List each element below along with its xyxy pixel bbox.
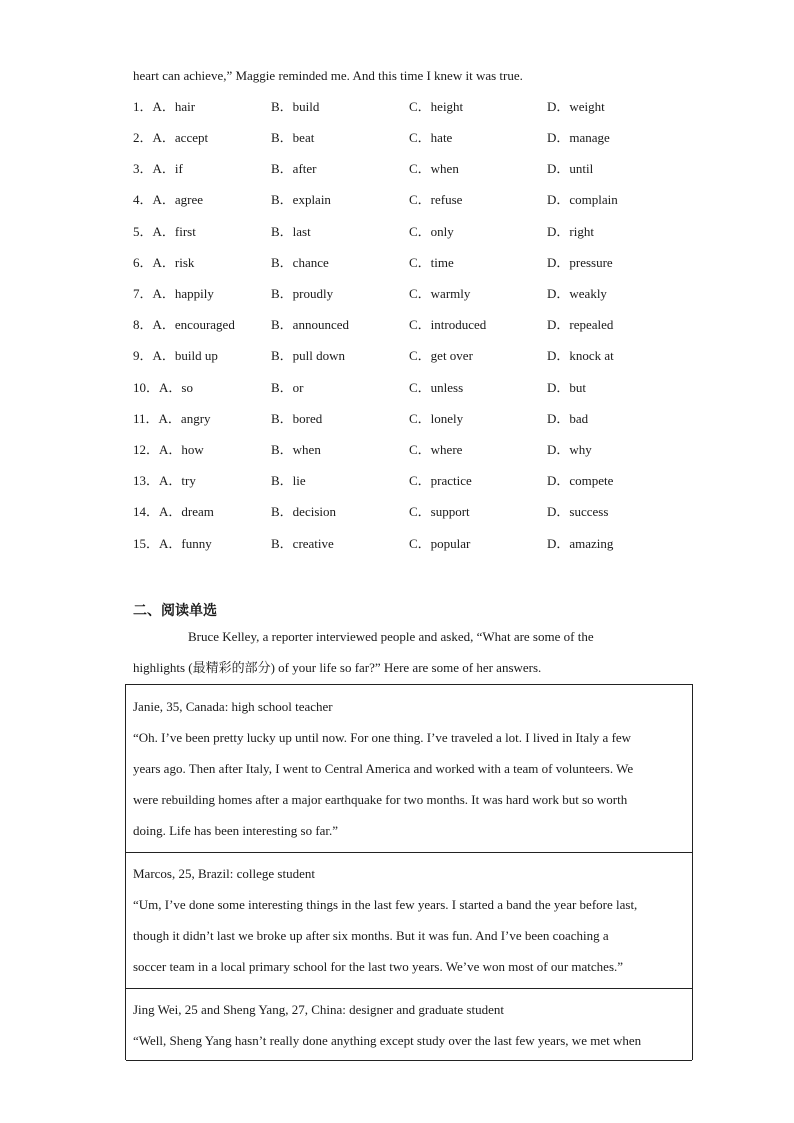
passage-line: Bruce Kelley, a reporter interviewed people and asked, “What are some of the — [188, 629, 594, 644]
answer-line: though it didn’t last we broke up after six months. But it was fun. And I’ve been coaching a — [133, 928, 609, 943]
option-d: D．weight — [547, 99, 605, 114]
option-b: B．build — [271, 99, 320, 114]
option-d: D．compete — [547, 473, 614, 488]
option-b: B．or — [271, 380, 304, 395]
option-d: D．right — [547, 224, 594, 239]
option-a: 3．A．if — [133, 161, 183, 176]
option-a: 8．A．encouraged — [133, 317, 235, 332]
question-row — [133, 99, 693, 115]
option-c: C．only — [409, 224, 454, 239]
option-d: D．manage — [547, 130, 610, 145]
option-c: C．support — [409, 504, 470, 519]
answer-line: years ago. Then after Italy, I went to Central America and worked with a team of volunteers. We — [133, 761, 634, 776]
option-c: C．refuse — [409, 192, 463, 207]
option-b: B．explain — [271, 192, 331, 207]
option-a: 14．A．dream — [133, 504, 214, 519]
option-b: B．lie — [271, 473, 306, 488]
option-c: C．warmly — [409, 286, 471, 301]
question-row — [133, 317, 693, 333]
option-b: B．decision — [271, 504, 336, 519]
option-d: D．bad — [547, 411, 589, 426]
option-a: 5．A．first — [133, 224, 196, 239]
question-row — [133, 255, 693, 271]
option-c: C．practice — [409, 473, 472, 488]
answer-line: were rebuilding homes after a major earthquake for two months. It was hard work but so worth — [133, 792, 628, 807]
intro-line: heart can achieve,” Maggie reminded me. And this time I knew it was true. — [133, 68, 523, 83]
question-row — [133, 536, 693, 552]
speaker: Janie, 35, Canada: high school teacher — [133, 699, 333, 714]
option-b: B．after — [271, 161, 317, 176]
option-d: D．pressure — [547, 255, 613, 270]
option-c: C．where — [409, 442, 463, 457]
option-d: D．knock at — [547, 348, 614, 363]
option-d: D．amazing — [547, 536, 614, 551]
answer-line: “Oh. I’ve been pretty lucky up until now. For one thing. I’ve traveled a lot. I lived in Italy a few — [133, 730, 632, 745]
question-row — [133, 442, 693, 458]
option-b: B．proudly — [271, 286, 334, 301]
option-a: 1．A．hair — [133, 99, 196, 114]
question-row — [133, 504, 693, 520]
option-c: C．lonely — [409, 411, 464, 426]
passage-line: highlights (最精彩的部分) of your life so far?” Here are some of her answers. — [133, 660, 542, 675]
interview-cell — [126, 988, 692, 1061]
interview-cell — [126, 685, 692, 853]
option-a: 7．A．happily — [133, 286, 214, 301]
option-a: 4．A．agree — [133, 192, 204, 207]
question-row — [133, 380, 693, 396]
answer-line: “Um, I’ve done some interesting things in the last few years. I started a band the year before last, — [133, 897, 638, 912]
option-a: 11．A．angry — [133, 411, 211, 426]
option-a: 13．A．try — [133, 473, 196, 488]
question-row — [133, 473, 693, 489]
speaker: Marcos, 25, Brazil: college student — [133, 866, 315, 881]
answer-line: doing. Life has been interesting so far.” — [133, 823, 339, 838]
question-row — [133, 348, 693, 364]
option-c: C．unless — [409, 380, 464, 395]
question-row — [133, 286, 693, 302]
interview-cell — [126, 852, 692, 989]
speaker: Jing Wei, 25 and Sheng Yang, 27, China: designer and graduate student — [133, 1002, 504, 1017]
option-c: C．introduced — [409, 317, 487, 332]
question-row — [133, 161, 693, 177]
option-b: B．when — [271, 442, 321, 457]
option-d: D．until — [547, 161, 594, 176]
option-a: 2．A．accept — [133, 130, 209, 145]
option-d: D．but — [547, 380, 587, 395]
option-d: D．weakly — [547, 286, 607, 301]
option-c: C．get over — [409, 348, 473, 363]
option-d: D．success — [547, 504, 609, 519]
option-c: C．when — [409, 161, 459, 176]
question-row — [133, 224, 693, 240]
option-b: B．pull down — [271, 348, 346, 363]
option-c: C．popular — [409, 536, 471, 551]
option-c: C．hate — [409, 130, 453, 145]
option-a: 15．A．funny — [133, 536, 212, 551]
option-b: B．beat — [271, 130, 315, 145]
answer-line: “Well, Sheng Yang hasn’t really done anything except study over the last few years, we met when — [133, 1033, 642, 1048]
section-title: 二、阅读单选 — [133, 603, 217, 619]
option-b: B．announced — [271, 317, 349, 332]
option-b: B．bored — [271, 411, 323, 426]
option-b: B．last — [271, 224, 311, 239]
question-row — [133, 411, 693, 427]
option-a: 9．A．build up — [133, 348, 218, 363]
question-row — [133, 130, 693, 146]
option-a: 6．A．risk — [133, 255, 195, 270]
option-a: 12．A．how — [133, 442, 204, 457]
option-d: D．why — [547, 442, 592, 457]
option-c: C．time — [409, 255, 454, 270]
option-c: C．height — [409, 99, 464, 114]
option-d: D．repealed — [547, 317, 614, 332]
option-b: B．creative — [271, 536, 334, 551]
answer-line: soccer team in a local primary school for the last two years. We’ve won most of our matches.” — [133, 959, 624, 974]
question-row — [133, 192, 693, 208]
option-b: B．chance — [271, 255, 329, 270]
option-d: D．complain — [547, 192, 618, 207]
option-a: 10．A．so — [133, 380, 193, 395]
interview-table — [125, 684, 693, 1060]
